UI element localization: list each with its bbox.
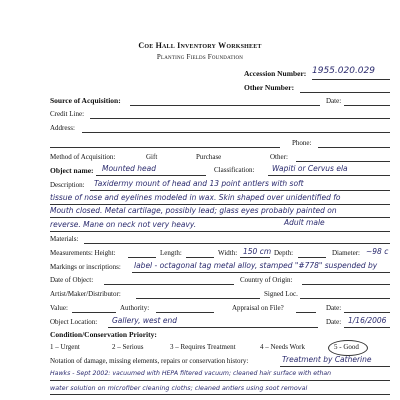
value-line [72,312,116,313]
signed-loc-label: Signed Loc. [264,290,298,298]
description-line-1: Taxidermy mount of head and 13 point antlers with soft [94,179,304,188]
width-value: 150 cm [243,247,272,256]
address-line-1 [82,132,390,133]
materials-line [84,243,390,244]
worksheet-title: Coe Hall Inventory Worksheet [138,41,262,50]
depth-line [298,257,326,258]
markings-line [132,272,390,273]
appraisal-label: Appraisal on File? [232,304,284,312]
credit-line-rule [90,118,390,119]
country-line [302,284,390,285]
condition-option-2: 2 – Serious [112,343,144,351]
worksheet-subtitle: Planting Fields Foundation [156,53,244,61]
depth-label: Depth: [274,249,294,257]
other-number-label: Other Number: [244,83,295,92]
notation-rule-2 [50,380,390,381]
method-option-gift: Gift [146,153,158,161]
diameter-label: Diameter: [332,249,360,257]
measurements-label: Measurements: Height: [50,249,116,257]
description-line-3: Mouth closed. Metal cartilage, possibly lead; glass eyes probably painted on [50,206,337,215]
markings-value: label - octagonal tag metal alloy, stamped "#778" suspended by [134,261,378,270]
notation-rule-3 [50,394,390,395]
description-line-4: reverse. Mane on neck not very heavy. [50,220,197,229]
accession-number-label: Accession Number: [244,69,307,78]
location-date-line [344,327,390,328]
object-name-line [96,175,206,176]
source-line [130,105,320,106]
source-of-acquisition-label: Source of Acquisition: [50,96,121,105]
accession-number-value: 1955.020.029 [312,66,375,76]
description-label: Description: [50,181,85,189]
signed-line [300,298,390,299]
source-date-label: Date: [326,97,342,105]
diameter-value: ~98 c [366,247,389,256]
phone-line [318,147,390,148]
other-number-line [300,92,390,93]
method-label: Method of Acquisition: [50,153,116,161]
authority-label: Authority: [120,304,150,312]
credit-line-label: Credit Line: [50,110,85,118]
authority-line [156,312,214,313]
classification-label: Classification: [214,166,255,174]
method-option-other: Other: [270,153,288,161]
method-other-line [296,161,390,162]
width-label: Width: [218,249,238,257]
object-location-value: Gallery, west end [112,316,178,325]
accession-number-line [312,79,390,80]
description-line-4b: Adult male [284,218,325,227]
markings-label: Markings or inscriptions: [50,263,121,271]
description-rule-2 [50,204,390,205]
value-date-line [344,312,390,313]
country-of-origin-label: Country of Origin: [240,276,293,284]
appraisal-line [296,312,316,313]
condition-option-1: 1 – Urgent [50,343,80,351]
description-line-2: tissue of nose and eyelines modeled in wax. Skin shaped over unidentified fo [50,193,341,202]
value-date-label: Date: [326,304,342,312]
notation-rule-1 [280,366,390,367]
value-label: Value: [50,304,68,312]
address-line-2 [50,147,280,148]
description-rule-1 [90,190,390,191]
classification-line [268,175,390,176]
notation-value-1: Treatment by Catherine [282,355,372,364]
object-location-label: Object Location: [50,318,98,326]
object-name-value: Mounted head [102,164,156,173]
description-rule-4 [50,231,390,232]
notation-line-3: water solution on microfiber cleaning cloths; cleaned antlers using soot removal [50,384,308,392]
source-date-line [344,105,390,106]
classification-value: Wapiti or Cervus ela [272,164,348,173]
condition-option-5: 5 - Good [334,343,359,351]
date-of-object-line [104,284,234,285]
condition-option-4: 4 – Needs Work [260,343,305,351]
artist-label: Artist/Maker/Distributor: [50,290,121,298]
condition-option-3: 3 – Requires Treatment [170,343,236,351]
method-option-purchase: Purchase [196,153,222,161]
object-name-label: Object name: [50,166,94,175]
width-line [240,257,270,258]
height-line [128,257,156,258]
length-label: Length: [160,249,182,257]
object-location-line [108,327,318,328]
phone-label: Phone: [292,139,312,147]
length-line [186,257,214,258]
artist-line [136,298,260,299]
address-label: Address: [50,124,75,132]
location-date-value: 1/16/2006 [348,316,387,325]
condition-heading: Condition/Conservation Priority: [50,330,157,339]
notation-line-2: Hawks - Sept 2002: vacuumed with HEPA filtered vacuum; cleaned hair surface with ethan [50,370,332,377]
date-of-object-label: Date of Object: [50,276,94,284]
notation-label: Notation of damage, missing elements, repairs or conservation history: [50,357,249,365]
description-rule-3 [50,217,390,218]
location-date-label: Date: [326,318,342,326]
materials-label: Materials: [50,235,79,243]
